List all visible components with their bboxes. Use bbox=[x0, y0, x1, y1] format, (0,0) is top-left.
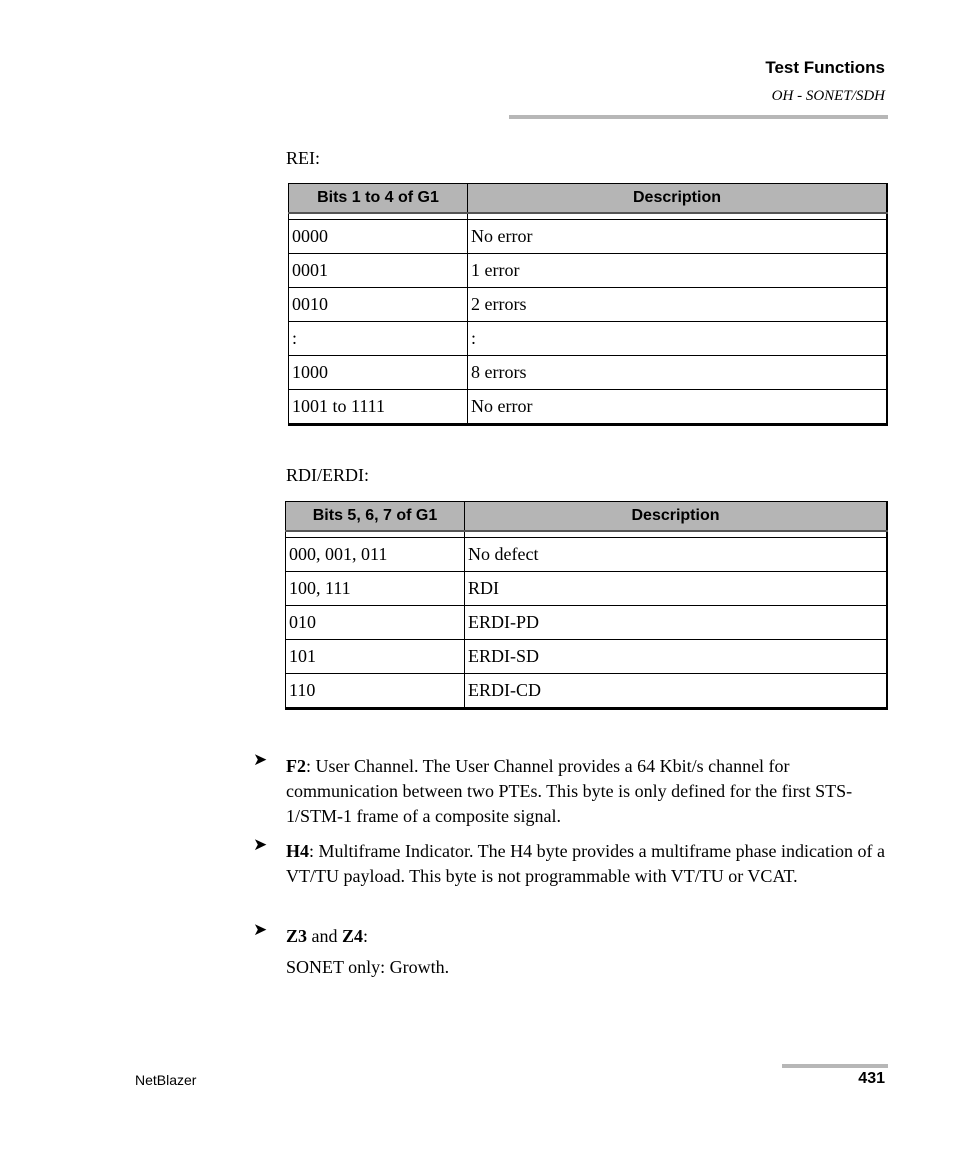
description-cell: No error bbox=[468, 390, 888, 425]
table-row bbox=[289, 254, 888, 288]
bits-cell: : bbox=[289, 322, 468, 356]
bullet-term-2: Z4 bbox=[342, 926, 364, 946]
bits-cell: 1000 bbox=[289, 356, 468, 390]
bullet-text: : bbox=[363, 926, 369, 946]
arrow-bullet-icon: ➤ bbox=[253, 920, 268, 939]
bullet-z3-z4 bbox=[286, 924, 886, 949]
bits-cell: 110 bbox=[286, 674, 465, 709]
description-cell: ERDI-PD bbox=[465, 606, 888, 640]
bullet-term: H4 bbox=[286, 841, 310, 861]
description-cell: RDI bbox=[465, 572, 888, 606]
growth-note: SONET only: Growth. bbox=[286, 957, 450, 977]
arrow-bullet-icon: ➤ bbox=[253, 835, 268, 854]
bullet-term: F2 bbox=[286, 756, 306, 776]
bits-cell: 101 bbox=[286, 640, 465, 674]
table-row bbox=[289, 288, 888, 322]
rei-header-row bbox=[289, 184, 888, 214]
header-subtitle: OH - SONET/SDH bbox=[771, 88, 885, 104]
table-row bbox=[289, 356, 888, 390]
bullet-term: Z3 bbox=[286, 926, 308, 946]
bullet-text: : Multiframe Indicator. The H4 byte provides a multiframe phase indication of a VT/TU payload. This byte is not programmable with VT/TU or VCAT. bbox=[286, 841, 886, 886]
rei-label: REI: bbox=[286, 148, 320, 168]
footer-rule bbox=[782, 1064, 888, 1068]
table-row bbox=[286, 572, 888, 606]
table-row bbox=[286, 674, 888, 709]
arrow-bullet-icon: ➤ bbox=[253, 750, 268, 769]
bullet-h4 bbox=[286, 839, 886, 889]
description-cell: No defect bbox=[465, 538, 888, 572]
table-row bbox=[286, 640, 888, 674]
table-row bbox=[289, 322, 888, 356]
bullet-f2 bbox=[286, 754, 886, 829]
footer-product: NetBlazer bbox=[135, 1072, 197, 1088]
rdi-label: RDI/ERDI: bbox=[286, 465, 369, 485]
table-row bbox=[289, 390, 888, 425]
page-number: 431 bbox=[858, 1070, 885, 1087]
table-row bbox=[286, 606, 888, 640]
description-cell: 2 errors bbox=[468, 288, 888, 322]
bits-cell: 0001 bbox=[289, 254, 468, 288]
rdi-table bbox=[285, 501, 888, 710]
bits-cell: 0000 bbox=[289, 220, 468, 254]
bits-cell: 000, 001, 011 bbox=[286, 538, 465, 572]
rdi-header-row bbox=[286, 502, 888, 532]
rei-col-description: Description bbox=[468, 184, 888, 214]
description-cell: 8 errors bbox=[468, 356, 888, 390]
description-cell: ERDI-SD bbox=[465, 640, 888, 674]
rdi-col-description: Description bbox=[465, 502, 888, 532]
description-cell: ERDI-CD bbox=[465, 674, 888, 709]
table-row bbox=[286, 538, 888, 572]
rdi-col-bits: Bits 5, 6, 7 of G1 bbox=[286, 502, 465, 532]
bits-cell: 0010 bbox=[289, 288, 468, 322]
rei-col-bits: Bits 1 to 4 of G1 bbox=[289, 184, 468, 214]
header-title: Test Functions bbox=[765, 58, 885, 77]
bits-cell: 100, 111 bbox=[286, 572, 465, 606]
bullet-conjunction: and bbox=[307, 926, 343, 946]
table-row bbox=[289, 220, 888, 254]
bullet-text: : User Channel. The User Channel provides a 64 Kbit/s channel for communication between two PTEs. This byte is only defined for the first STS-1/STM-1 frame of a composite signal. bbox=[286, 756, 853, 826]
description-cell: 1 error bbox=[468, 254, 888, 288]
description-cell: : bbox=[468, 322, 888, 356]
bits-cell: 010 bbox=[286, 606, 465, 640]
rei-table bbox=[288, 183, 888, 426]
header-rule bbox=[509, 115, 888, 119]
bits-cell: 1001 to 1111 bbox=[289, 390, 468, 425]
description-cell: No error bbox=[468, 220, 888, 254]
